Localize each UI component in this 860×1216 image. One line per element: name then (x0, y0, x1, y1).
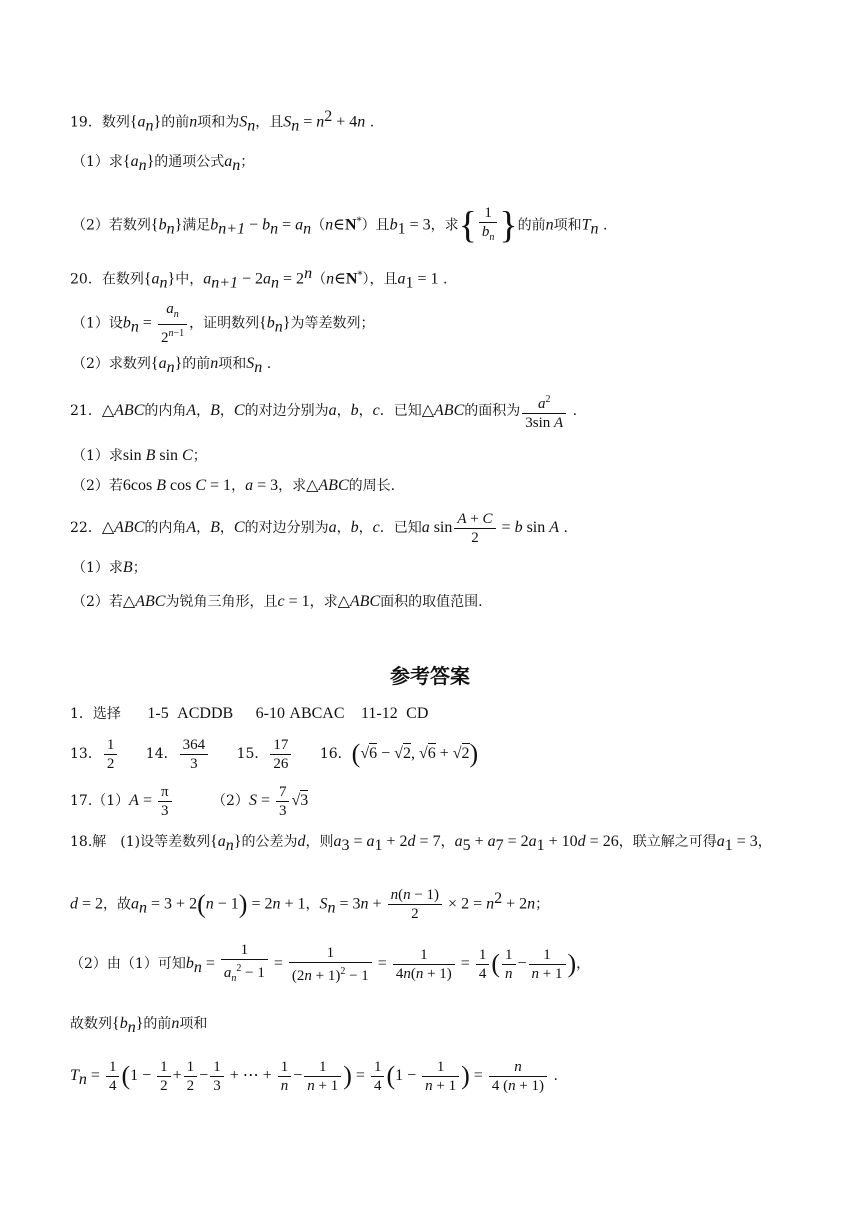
answer-18-line4: 故数列$\{b_n\}$的前n项和 (70, 1015, 208, 1036)
answer-title: 参考答案 (390, 664, 470, 688)
answer-13-16: 13． $\frac{1}{2}$ 14． $\frac{364}{3}$ 15． $\frac{17}{26}$ 16．(√6 − √2, √6 + √2) (70, 736, 479, 772)
q19-part2: （2）若数列$\{b_n\}$满足$b_{n+1} - b_n$ = $a_n(n\in N^*)$且$b_1 = 3$，求{ $\frac{1}{b_n}$ }的前n项和$T_n$ . (72, 204, 608, 247)
answer-17: 17.（1）A = $\frac{\pi}{3}$ （2）S = $\frac{7}{3}$ √3 (70, 783, 309, 819)
q20-stem: 20．在数列$\{a_n\}$中，$a_{n+1} - 2a_n$ = $2^n(n\in N^*)$，且$a_1 = 1$ . (70, 265, 448, 292)
q22-part1: （1）求B； (72, 559, 147, 576)
q20-part2: （2）求数列$\{a_n\}$的前n项和$S_n$ . (72, 355, 272, 376)
q19-stem: 19．数列$\{a_n\}$的前n项和为$S_n$，且$S_n = n^2 + 4n$ . (70, 108, 375, 135)
q22-stem: 22．△ABC的内角A，B，C的对边分别为a，b，c．已知a sin $\frac{A + C}{2}$ = b sin A . (70, 510, 568, 546)
answer-18-line3: （2）由（1）可知$b_n$ = $\frac{1}{a_n^2 - 1}$ = $\frac{1}{(2n + 1)^2 - 1}$ = $\frac{1}{4n(n + 1)}$ = $\frac{1}{4}$ ( $\frac{1}{n}$ − $\frac{1}{n + 1}$ )， (70, 941, 591, 984)
q19-part1: （1）求$\{a_n\}$的通项公式$a_n$； (72, 153, 255, 174)
answer-18-line1: 18.解 (1)设等差数列$\{a_n\}$的公差为d，则$a_3 = a_1 + 2d = 7$，$a_5 + a_7 = 2a_1 + 10d = 26$，联立解之可得$a_1 = 3$， (70, 833, 772, 854)
answer-18-line5: $T_n$ = $\frac{1}{4}$ (1 − $\frac{1}{2}$ + $\frac{1}{2}$ − $\frac{1}{3}$ + ⋯ + $\frac{1}{n}$ − $\frac{1}{n + 1}$ ) = $\frac{1}{4}$ (1 − $\frac{1}{n + 1}$ ) = $\frac{n}{4 (n + 1)}$ . (70, 1058, 558, 1094)
answer-choices: 1．选择 1-5 ACDDB 6-10 ABCAC 11-12 CD (70, 705, 429, 722)
q20-part1: （1）设$b_n$ = $\frac{a_n}{2^{n-1}}$ ，证明数列$\{b_n\}$为等差数列； (72, 301, 375, 346)
q21-stem: 21．△ABC的内角A，B，C的对边分别为a，b，c．已知△ABC的面积为 $\frac{a^2}{\text{3sin A}}$ . (70, 390, 577, 432)
q21-part1: （1）求sin B sin C； (72, 447, 207, 464)
q22-part2: （2）若△ABC为锐角三角形，且c = 1，求△ABC面积的取值范围. (72, 593, 483, 610)
answer-18-line2: d = 2，故$a_n = 3 + 2(n - 1) = 2n + 1$，$S_n = 3n$ + $\frac{n(n - 1)}{2}$ × $2 = n^2 + 2n$； (70, 887, 550, 923)
q21-part2: （2）若6cos B cos C = 1，a = 3，求△ABC的周长. (72, 477, 396, 494)
